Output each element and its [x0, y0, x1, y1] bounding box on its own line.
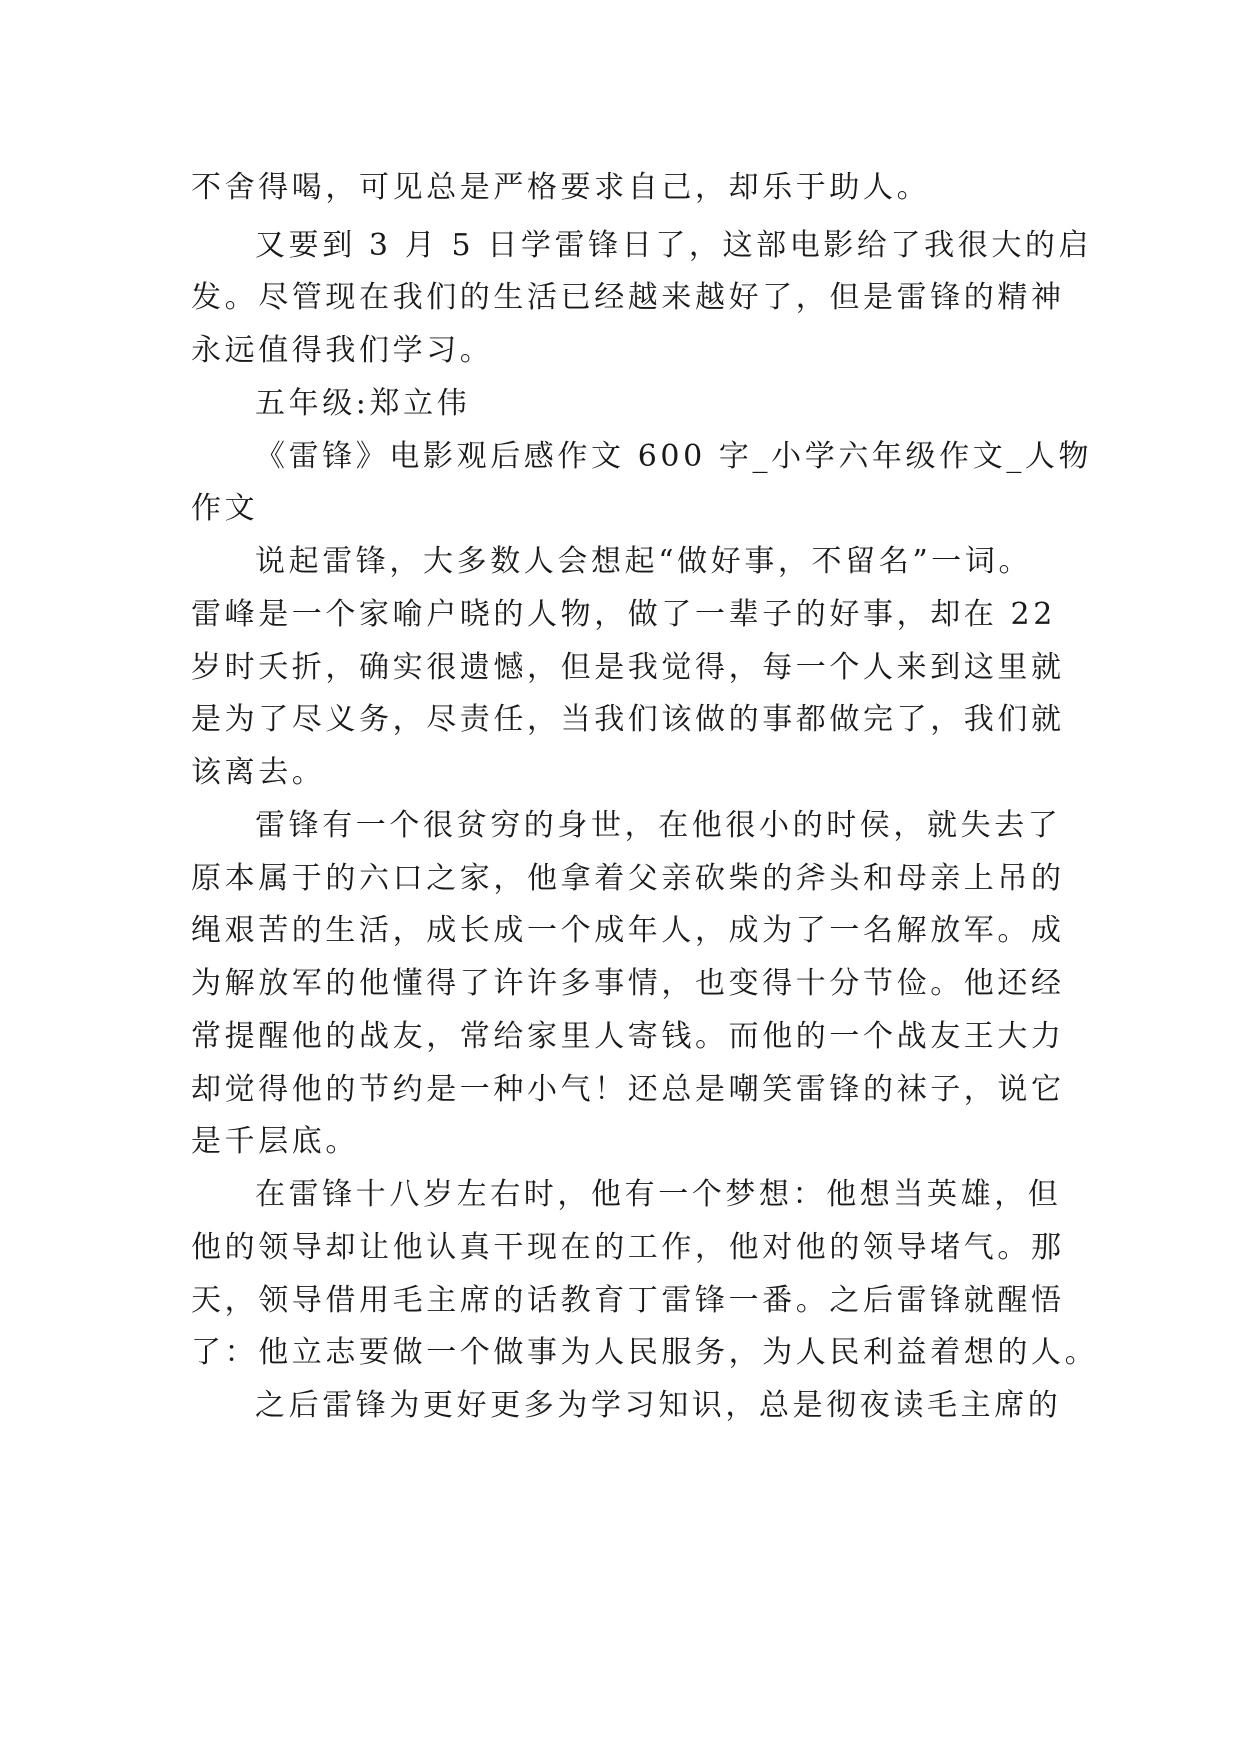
author-line: 五年级:郑立伟 [255, 386, 471, 421]
text-line: 不舍得喝，可见总是严格要求自己，却乐于助人。 [191, 170, 931, 205]
text-line: 在雷锋十八岁左右时，他有一个梦想：他想当英雄，但 [255, 1177, 1062, 1212]
text-line: 原本属于的六口之家，他拿着父亲砍柴的斧头和母亲上吊的 [191, 861, 1065, 896]
text-line: 他的领导却让他认真干现在的工作，他对他的领导堵气。那 [191, 1230, 1065, 1265]
text-line: 该离去。 [191, 755, 326, 790]
text-line: 天，领导借用毛主席的话教育丁雷锋一番。之后雷锋就醒悟 [191, 1283, 1065, 1318]
article-title-continued: 作文 [191, 491, 259, 526]
text-line: 发。尽管现在我们的生活已经越来越好了，但是雷锋的精神 [191, 280, 1065, 315]
text-line: 为解放军的他懂得了许许多事情，也变得十分节俭。他还经 [191, 966, 1065, 1001]
text-line: 之后雷锋为更好更多为学习知识，总是彻夜读毛主席的 [255, 1388, 1062, 1423]
article-title: 《雷锋》电影观后感作文 600 字_小学六年级作文_人物 [255, 439, 1093, 474]
text-line: 常提醒他的战友，常给家里人寄钱。而他的一个战友王大力 [191, 1019, 1065, 1054]
text-line: 绳艰苦的生活，成长成一个成年人，成为了一名解放军。成 [191, 913, 1065, 948]
text-line: 了：他立志要做一个做事为人民服务，为人民利益着想的人。 [191, 1335, 1099, 1370]
text-line: 说起雷锋，大多数人会想起“做好事，不留名”一词。 [255, 544, 1033, 579]
text-line: 雷峰是一个家喻户晓的人物，做了一辈子的好事，却在 22 [191, 597, 1056, 632]
text-line: 是为了尽义务，尽责任，当我们该做的事都做完了，我们就 [191, 702, 1065, 737]
text-line: 是千层底。 [191, 1124, 359, 1159]
text-line: 又要到 3 月 5 日学雷锋日了，这部电影给了我很大的启 [255, 228, 1093, 263]
text-line: 却觉得他的节约是一种小气！还总是嘲笑雷锋的袜子，说它 [191, 1072, 1065, 1107]
text-line: 永远值得我们学习。 [191, 333, 494, 368]
text-line: 雷锋有一个很贫穷的身世，在他很小的时侯，就失去了 [255, 808, 1062, 843]
text-line: 岁时夭折，确实很遗憾，但是我觉得，每一个人来到这里就 [191, 650, 1065, 685]
